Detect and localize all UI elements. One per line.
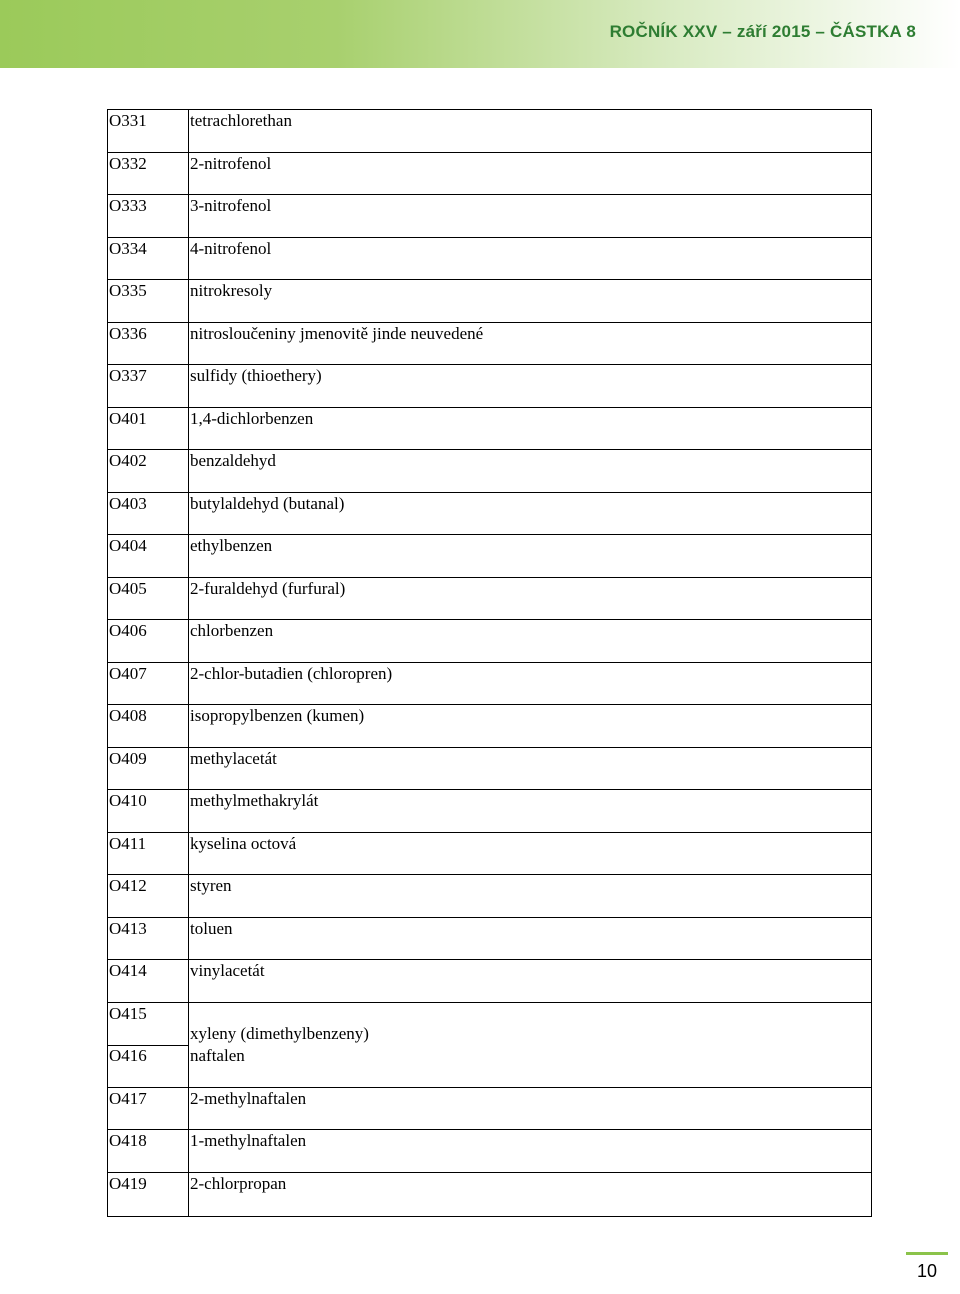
substance-code: O333 xyxy=(109,196,147,215)
table-row xyxy=(108,1003,871,1088)
substance-code: O417 xyxy=(109,1088,147,1108)
substance-name: 3-nitrofenol xyxy=(190,196,272,215)
substance-code: O409 xyxy=(109,748,147,768)
table-row xyxy=(108,153,871,196)
table-row xyxy=(108,323,871,366)
substance-code: O334 xyxy=(109,238,147,258)
substance-code: O406 xyxy=(109,621,147,640)
substance-code: O418 xyxy=(109,1131,147,1150)
table-row xyxy=(108,493,871,536)
substance-code: O402 xyxy=(109,451,147,470)
substance-name: nitrosloučeniny jmenovitě jinde neuvedené xyxy=(190,323,484,343)
table-row xyxy=(108,620,871,663)
page-header-title: ROČNÍK XXV – září 2015 – ČÁSTKA 8 xyxy=(609,22,916,41)
substance-name: butylaldehyd (butanal) xyxy=(190,493,345,513)
page-number-box xyxy=(906,1252,948,1286)
substance-code: O413 xyxy=(109,918,147,938)
substance-name: methylacetát xyxy=(190,748,277,768)
table-row xyxy=(108,1130,871,1173)
table-row xyxy=(108,195,871,238)
substance-name: vinylacetát xyxy=(190,961,265,980)
substance-name: methylmethakrylát xyxy=(190,791,319,810)
substance-code: O414 xyxy=(109,961,147,980)
substance-code: O412 xyxy=(109,876,147,895)
table-row xyxy=(108,663,871,706)
substance-name: benzaldehyd xyxy=(190,451,276,470)
substance-name: xyleny (dimethylbenzeny) xyxy=(190,1023,369,1043)
page-number: 10 xyxy=(916,1261,938,1281)
table-row xyxy=(108,960,871,1003)
substance-name: 2-methylnaftalen xyxy=(190,1088,307,1108)
table-row xyxy=(108,748,871,791)
substance-code: O337 xyxy=(109,366,147,385)
substance-code: O336 xyxy=(109,323,147,343)
substance-name: 2-furaldehyd (furfural) xyxy=(190,578,346,598)
substance-code: O404 xyxy=(109,536,147,555)
table-row xyxy=(108,280,871,323)
substance-code: O331 xyxy=(109,111,147,130)
table-row xyxy=(108,875,871,918)
substance-name: styren xyxy=(190,876,232,895)
table-row xyxy=(108,408,871,451)
substance-name: 2-chlor-butadien (chloropren) xyxy=(190,663,393,683)
table-row xyxy=(108,1088,871,1131)
table-row xyxy=(108,578,871,621)
table-row xyxy=(108,918,871,961)
substance-name: 1,4-dichlorbenzen xyxy=(190,408,314,428)
substance-code: O410 xyxy=(109,791,147,810)
table-row xyxy=(108,833,871,876)
substance-code: O401 xyxy=(109,408,147,428)
substance-code: O407 xyxy=(109,663,147,683)
substance-name: 4-nitrofenol xyxy=(190,238,272,258)
table-row xyxy=(108,790,871,833)
substance-name: naftalen xyxy=(190,1045,245,1065)
substance-name: sulfidy (thioethery) xyxy=(190,366,322,385)
table-row xyxy=(108,450,871,493)
table-row xyxy=(108,1173,871,1216)
substance-code: O419 xyxy=(109,1173,147,1193)
substance-code: O415 xyxy=(109,1003,147,1023)
substance-name: ethylbenzen xyxy=(190,536,273,555)
table-row xyxy=(108,238,871,281)
substance-name: isopropylbenzen (kumen) xyxy=(190,706,365,725)
substance-code: O332 xyxy=(109,153,147,173)
substance-name: 1-methylnaftalen xyxy=(190,1131,307,1150)
table-row xyxy=(108,535,871,578)
substance-name: chlorbenzen xyxy=(190,621,274,640)
substance-code: O405 xyxy=(109,578,147,598)
table-row xyxy=(108,705,871,748)
substance-name: toluen xyxy=(190,918,233,938)
substance-code: O403 xyxy=(109,493,147,513)
substance-code: O335 xyxy=(109,281,147,300)
substance-name: 2-nitrofenol xyxy=(190,153,272,173)
substance-code: O411 xyxy=(109,833,147,853)
substance-name: tetrachlorethan xyxy=(190,111,292,130)
substance-name: 2-chlorpropan xyxy=(190,1173,287,1193)
substance-code: O408 xyxy=(109,706,147,725)
substance-code: O416 xyxy=(109,1045,147,1065)
substance-name: nitrokresoly xyxy=(190,281,273,300)
substance-table xyxy=(107,109,872,1217)
table-row xyxy=(108,365,871,408)
table-row xyxy=(108,110,871,153)
substance-name: kyselina octová xyxy=(190,833,297,853)
